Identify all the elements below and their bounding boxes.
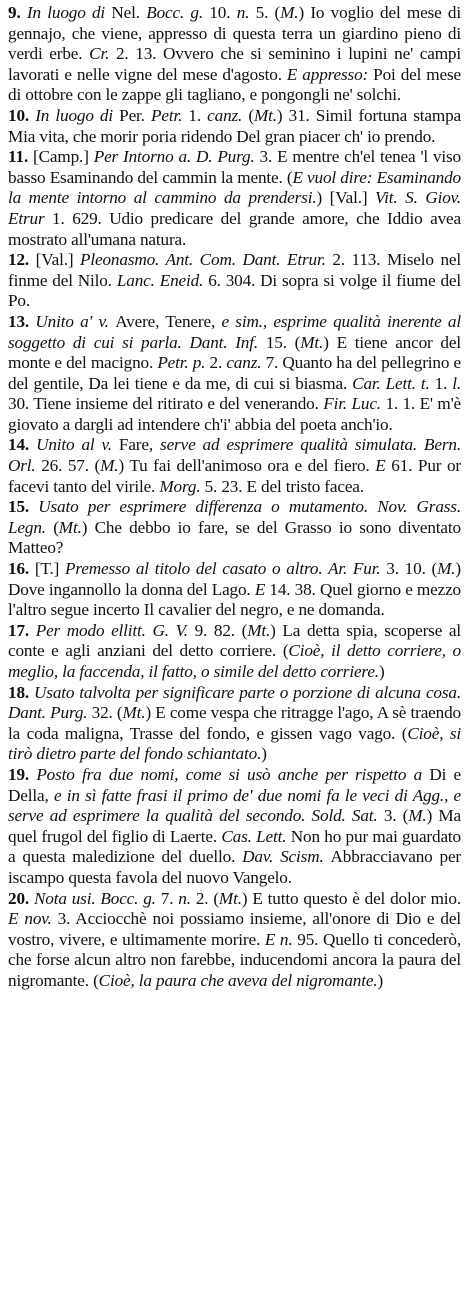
italic-text: n. (178, 888, 196, 908)
italic-text: Usato per esprimere differenza o mutamento. Nov. Grass. Legn. (8, 497, 461, 537)
italic-text: M. (280, 3, 299, 22)
entry-number: 16. (8, 559, 35, 579)
entry-text: ( (248, 105, 254, 125)
italic-text: Petr. p. (157, 353, 210, 373)
italic-text: Mt. (300, 332, 324, 352)
italic-text: E (375, 456, 392, 476)
entry-text: ) (261, 744, 267, 764)
entry-text: 7. Quanto ha del pellegrino e del gentile, Da lei tiene e da me, di cui si biasma. (8, 353, 461, 393)
italic-text: Cioè, si tirò dietro parte del fondo schiantato. (8, 723, 461, 764)
entry-text: 95. Quello ti concederò, che forse alcun altro non farebbe, inducendomi ancora la paura del nigromante. ( (8, 929, 462, 990)
dictionary-entry (8, 889, 461, 992)
italic-text: Usato talvolta per significare parte o porzione di alcuna cosa. Dant. Purg. (8, 682, 461, 723)
entry-text: 2. (209, 353, 227, 373)
entry-text: ) Tu fai dell'animoso ora e del fiero. (118, 456, 376, 476)
italic-text: Unito a' v. (35, 311, 116, 331)
entry-text: 1. 629. Udio predicare del grande amore, che Iddio avea mostrato all'umana natura. (8, 208, 461, 249)
entry-number: 11. (8, 147, 34, 167)
italic-text: canz. (226, 353, 266, 373)
italic-text: Per Intorno a. D. Purg. (93, 147, 260, 167)
italic-text: Cr. (89, 44, 116, 64)
entry-text: ) Dove ingannollo la donna del Lago. (8, 559, 461, 599)
entry-text: ( (53, 517, 59, 537)
entry-text: 32. ( (91, 703, 123, 723)
dictionary-entry (8, 147, 461, 250)
entry-number: 19. (8, 764, 37, 784)
entry-number: 13. (8, 311, 36, 331)
italic-text: Mt. (58, 517, 82, 537)
italic-text: E n. (264, 929, 298, 949)
italic-text: M. (437, 559, 456, 579)
entry-text: ) E tutto questo è del dolor mio. (241, 888, 461, 908)
entry-text: Avere, Tenere, (115, 311, 222, 331)
entry-text: 1. 1. E' m'è giovato a dargli ad intendere ch'i' abbia del poeta anch'io. (8, 394, 461, 434)
entry-number: 9. (8, 3, 27, 22)
entry-text: ) 31. Simil fortuna stampa Mia vita, che morir poria ridendo Del gran piacer ch' io prendo. (8, 105, 461, 146)
entry-text: Abbracciavano per iscampo questa favola del nuovo Vangelo. (8, 847, 461, 887)
dictionary-entry (8, 435, 461, 497)
italic-text: Nota usi. Bocc. g. (33, 888, 161, 908)
italic-text: Cas. Lett. (221, 826, 291, 846)
italic-text: Morg. (159, 476, 205, 496)
italic-text: Cioè, la paura che aveva del nigromante. (98, 970, 378, 990)
entry-number: 15. (8, 497, 39, 517)
entry-text: [Val.] (35, 250, 81, 270)
entry-text: 7. (160, 888, 179, 908)
entry-number: 17. (8, 620, 36, 640)
entry-text: 3. 10. ( (386, 559, 438, 579)
entry-text: Fare, (118, 435, 161, 455)
entry-text: 2. 113. Miselo nel finme del Nilo. (8, 250, 461, 290)
entry-text: 30. Tiene insieme del ritirato e del venerando. (8, 394, 324, 414)
italic-text: Pleonasmo. Ant. Com. Dant. Etrur. (80, 250, 333, 270)
entry-text: 1. (434, 373, 453, 393)
entry-text: 1. (188, 105, 208, 125)
dictionary-entry (8, 683, 461, 765)
entry-text: ) Che debbo io fare, se del Grasso io sono diventato Matteo? (8, 517, 461, 558)
dictionary-entry (8, 3, 461, 106)
italic-text: Per modo ellitt. G. V. (35, 620, 195, 640)
italic-text: n. (236, 3, 256, 22)
entry-text: ) E tiene ancor del monte e del macigno. (8, 332, 461, 373)
italic-text: Mt. (247, 620, 271, 640)
italic-text: canz. (207, 105, 249, 125)
entry-number: 14. (8, 435, 37, 455)
entry-text: Non ho pur mai guardato a questa maledizione del duello. (8, 826, 461, 867)
entry-text: 5. ( (255, 3, 281, 22)
italic-text: Mt. (122, 703, 146, 723)
italic-text: serve ad esprimere qualità simulata. Bern. Orl. (8, 435, 462, 476)
entry-text: 10. (209, 3, 237, 22)
italic-text: In luogo di (26, 3, 112, 22)
italic-text: Fir. Luc. (323, 394, 386, 414)
italic-text: Posto fra due nomi, come si usò anche per rispetto a (36, 764, 430, 784)
entry-text: 2. ( (195, 888, 219, 908)
entry-text: 3. ( (383, 806, 409, 826)
italic-text: Car. Lett. t. (352, 373, 435, 393)
italic-text: Dav. Scism. (242, 847, 331, 867)
entry-text: 15. ( (265, 332, 301, 352)
dictionary-entry (8, 765, 461, 889)
dictionary-entry (8, 497, 461, 559)
italic-text: Bocc. g. (146, 3, 210, 22)
entry-number: 10. (8, 105, 36, 125)
entry-text: ) (378, 662, 385, 681)
italic-text: Unito al v. (36, 435, 119, 455)
italic-text: M. (408, 806, 427, 826)
entry-number: 20. (8, 888, 34, 908)
entry-number: 18. (8, 682, 35, 702)
dictionary-entry (8, 250, 461, 312)
entry-text: 3. Acciocchè noi possiamo insieme, all'onore di Dio e del vostro, vivere, e ultimamente morire. (8, 909, 461, 949)
entry-text: 14. 38. Quel giorno e mezzo l'altro segue incerto Il cavalier del negro, e ne domanda. (8, 579, 462, 620)
italic-text: E vuol dire: Esaminando la mente intorno al cammino da prendersi. (8, 167, 462, 208)
entry-number: 12. (8, 250, 36, 270)
entry-text: 26. 57. ( (41, 456, 101, 476)
italic-text: Premesso al titolo del casato o altro. Ar. Fur. (65, 559, 387, 579)
italic-text: E (254, 579, 270, 599)
italic-text: E appresso: (286, 64, 374, 84)
entry-text: Di e Della, (8, 764, 461, 805)
italic-text: Petr. (151, 105, 189, 125)
entry-text: 61. Pur or facevi tanto del virile. (8, 456, 461, 496)
dictionary-entry (8, 559, 461, 621)
italic-text: l. (452, 373, 461, 393)
entry-text: 2. 13. Ovvero che si seminino i lupini ne' campi lavorati e nelle vigne del mese d'agosto. (8, 44, 461, 84)
italic-text: Mt. (253, 105, 277, 125)
italic-text: Cioè, il detto corriere, o meglio, la faccenda, il fatto, o simile del detto corriere. (8, 641, 461, 681)
italic-text: Mt. (218, 888, 242, 908)
dictionary-entry (8, 106, 461, 147)
entry-text: Per. (119, 105, 151, 125)
italic-text: In luogo di (35, 105, 120, 125)
italic-text: Lanc. Eneid. (116, 270, 209, 290)
italic-text: M. (100, 456, 119, 476)
italic-text: e in sì fatte frasi il primo de' due nomi fa le veci di Agg., e serve ad esprimere la qualità del secondo. Sold. Sat. (8, 785, 462, 826)
entry-text: [T.] (34, 559, 66, 579)
entry-text: ) La detta spia, scoperse al conte e agli anziani del detto corriere. ( (8, 620, 461, 661)
italic-text: Vit. S. Giov. Etrur (8, 188, 461, 228)
entry-text: Poi del mese di ottobre con le zappe gli tagliano, e pongongli ne' solchi. (8, 64, 461, 105)
italic-text: e sim., esprime qualità inerente al soggetto di cui si parla. Dant. Inf. (8, 311, 461, 352)
entry-text: ) [Val.] (316, 188, 376, 208)
dictionary-entry (8, 621, 461, 683)
entry-text: ) (377, 970, 384, 990)
entry-text: 5. 23. E del tristo facea. (204, 476, 364, 496)
entry-text: ) Ma quel frugol del figlio di Laerte. (8, 806, 461, 846)
entry-text: 9. 82. ( (194, 620, 248, 640)
entry-text: 6. 304. Di sopra si volge il fiume del Po. (8, 270, 461, 311)
entry-text: Nel. (111, 3, 147, 22)
entry-text: [Camp.] (33, 147, 94, 167)
dictionary-entry (8, 312, 461, 436)
italic-text: E nov. (8, 909, 58, 929)
entry-text: 3. E mentre ch'el tenea 'l viso basso Esaminando del cammin la mente. ( (8, 147, 461, 187)
entry-text: ) Io voglio del mese di gennajo, che viene, appresso di questa terra un giardino pieno di verdi erbe. (8, 3, 462, 64)
entry-text: ) E come vespa che ritragge l'ago, A sè traendo la coda maligna, Trasse del fondo, e gissen vago vago. ( (8, 703, 461, 743)
